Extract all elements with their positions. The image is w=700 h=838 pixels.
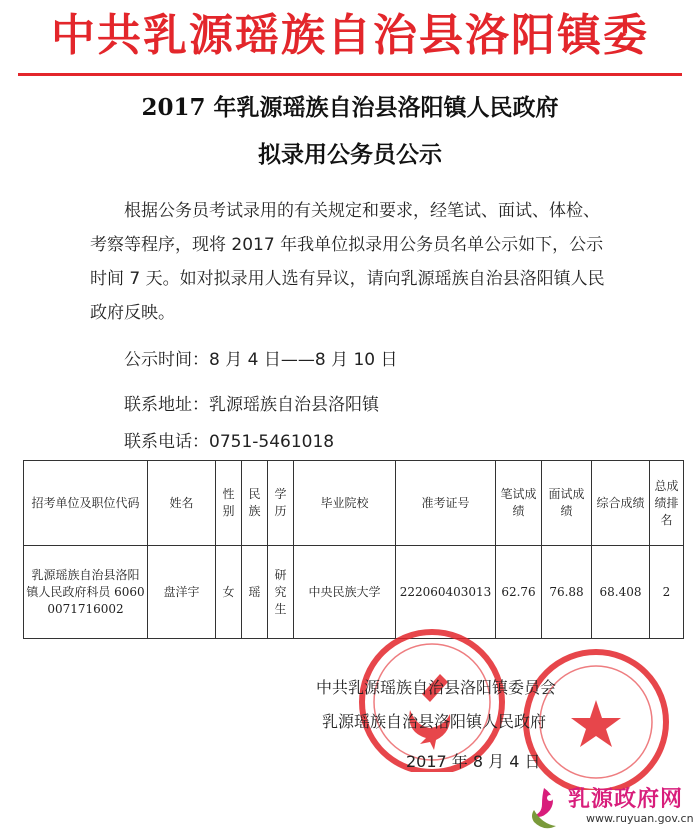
- table-cell: 女: [216, 546, 242, 639]
- table-cell: 研究生: [268, 546, 294, 639]
- table-cell: 76.88: [542, 546, 592, 639]
- column-header: 招考单位及职位代码: [24, 461, 148, 546]
- column-header: 民族: [242, 461, 268, 546]
- column-header: 总成绩排名: [650, 461, 684, 546]
- table-cell: 222060403013: [396, 546, 496, 639]
- column-header: 笔试成绩: [496, 461, 542, 546]
- contact-address: 联系地址：乳源瑶族自治县洛阳镇: [124, 395, 379, 415]
- column-header: 姓名: [148, 461, 216, 546]
- column-header: 准考证号: [396, 461, 496, 546]
- table-cell: 中央民族大学: [294, 546, 396, 639]
- column-header: 面试成绩: [542, 461, 592, 546]
- table-cell: 2: [650, 546, 684, 639]
- table-cell: 盘洋宇: [148, 546, 216, 639]
- signature-government: 乳源瑶族自治县洛阳镇人民政府: [322, 712, 547, 731]
- notice-period: 公示时间：8 月 4 日——8 月 10 日: [124, 350, 398, 370]
- contact-phone: 联系电话：0751-5461018: [124, 432, 335, 452]
- signature-date: 2017 年 8 月 4 日: [406, 752, 541, 771]
- notice-body: 根据公务员考试录用的有关规定和要求，经笔试、面试、体检、考察等程序，现将 2017 年我单位拟录用公务员名单公示如下，公示时间 7 天。如对拟录用人选有异议，请向乳源瑶族自治县洛阳镇人民政府反映。: [90, 201, 605, 323]
- candidate-table: [23, 460, 684, 639]
- table-cell: 62.76: [496, 546, 542, 639]
- watermark-url: www.ruyuan.gov.cn: [586, 812, 694, 825]
- table-header-row: [24, 461, 684, 546]
- table-cell: 瑶: [242, 546, 268, 639]
- signature-party-committee: 中共乳源瑶族自治县洛阳镇委员会: [316, 678, 557, 697]
- notice-title: 2017 年乳源瑶族自治县洛阳镇人民政府: [141, 94, 559, 121]
- watermark-text: 乳源政府网: [568, 787, 684, 812]
- column-header: 毕业院校: [294, 461, 396, 546]
- notice-subtitle: 拟录用公务员公示: [258, 141, 442, 168]
- site-logo-icon: [524, 784, 564, 832]
- column-header: 学历: [268, 461, 294, 546]
- table-cell: 乳源瑶族自治县洛阳镇人民政府科员 60600071716002: [24, 546, 148, 639]
- masthead-rule: [18, 73, 682, 76]
- site-watermark: [508, 782, 698, 836]
- column-header: 综合成绩: [592, 461, 650, 546]
- red-masthead: 中共乳源瑶族自治县洛阳镇委: [51, 10, 649, 61]
- table-cell: 68.408: [592, 546, 650, 639]
- column-header: 性别: [216, 461, 242, 546]
